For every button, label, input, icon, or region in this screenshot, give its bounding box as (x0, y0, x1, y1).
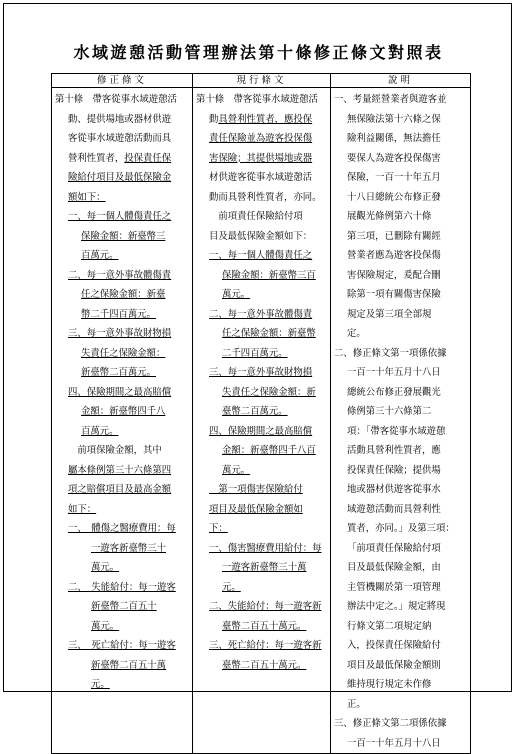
explanation-cell (331, 88, 471, 754)
current-line-text: 一遊客新臺幣三十萬 (222, 562, 307, 573)
explanation-line (334, 656, 467, 676)
header-explanation: 說明 (331, 74, 471, 88)
explanation-line-text: 行條文第二項規定納 (347, 620, 432, 632)
current-line-text: 臺幣二百五十萬元。 (222, 620, 307, 632)
content-row (52, 88, 471, 754)
current-line (196, 383, 327, 403)
current-line (196, 324, 327, 344)
amended-line-text: 一、每一個人體傷責任之 (68, 211, 172, 222)
current-line (196, 110, 327, 130)
explanation-line-text: 三、修正條文第二項係依據 (334, 718, 447, 729)
explanation-line-text: 目及最低保險金額，由 (347, 562, 441, 573)
explanation-line-text: 域遊憩活動而具營利性 (347, 503, 441, 515)
current-line (196, 519, 327, 539)
current-line-text: 任之保險金額：新臺幣 (222, 328, 316, 339)
document-title: 水域遊憩活動管理辦法第十條修正條文對照表 (73, 43, 444, 62)
explanation-line (334, 519, 467, 539)
amended-line-underlined: 投保責任保 (124, 152, 172, 164)
current-line (196, 227, 327, 247)
amended-line-text: 百萬元。 (81, 250, 119, 261)
amended-line (55, 168, 189, 188)
current-line (196, 207, 327, 227)
current-line-text: 前項責任保險給付項 (209, 211, 303, 222)
amended-line (55, 675, 189, 695)
current-line (196, 285, 327, 305)
amended-line (55, 207, 189, 227)
current-line (196, 129, 327, 149)
amended-line-text: 險給付項目及最低保險金 (68, 172, 172, 183)
header-row (52, 74, 471, 88)
explanation-line (334, 636, 467, 656)
current-line-text: 一、傷害醫療費用給付：每 (209, 542, 322, 554)
amended-line (55, 519, 189, 539)
explanation-line-text: 一百一十年五月十八日 (347, 737, 441, 749)
explanation-line (334, 285, 467, 305)
amended-line (55, 266, 189, 286)
amended-line (55, 90, 189, 110)
current-line-text: 三、死亡給付：每一遊客新 (209, 640, 322, 651)
amended-line (55, 656, 189, 676)
explanation-line (334, 480, 467, 500)
amended-line-text: 如下： (68, 503, 97, 515)
current-line (196, 90, 327, 110)
amended-line (55, 617, 189, 637)
explanation-line-text: 第三項，已刪除有關經 (347, 230, 441, 242)
explanation-line (334, 266, 467, 286)
amended-line-text: 前項保險金額，其中 (68, 445, 162, 456)
explanation-line (334, 344, 467, 364)
amended-line-text: 失責任之保險金額： (81, 347, 166, 359)
amended-line-text: 保險金額：新臺幣三 (81, 230, 166, 242)
explanation-line-text: 十八日總統公布修正發 (347, 191, 441, 203)
explanation-line-text: 害保險規定，爰配合刪 (347, 269, 441, 281)
amended-line (55, 500, 189, 520)
current-line (196, 500, 327, 520)
amended-line (55, 285, 189, 305)
current-line-text: 三、每一意外事故財物損 (209, 367, 313, 378)
explanation-line-text: 規定及第三項全部規 (347, 308, 432, 320)
amended-line (55, 422, 189, 442)
amended-line (55, 227, 189, 247)
explanation-line-text: 保險，一百一十年五月 (347, 172, 441, 183)
explanation-line (334, 734, 467, 754)
current-line (196, 441, 327, 461)
explanation-line-text: 一、考量經營業者與遊客並 (334, 94, 447, 105)
explanation-line-text: 總統公布修正發展觀光 (347, 386, 441, 398)
explanation-line (334, 695, 467, 715)
current-line (196, 363, 327, 383)
explanation-line (334, 305, 467, 325)
current-line (196, 266, 327, 286)
explanation-line-text: 地或器材供遊客從事水 (347, 484, 441, 495)
current-line-text: 四、保險期間之最高賠償 (209, 425, 313, 437)
current-line (196, 149, 327, 169)
current-line (196, 461, 327, 481)
current-line-text: 下： (209, 523, 228, 534)
amended-line (55, 402, 189, 422)
explanation-line (334, 246, 467, 266)
current-line-text: 第一項傷害保險給付 (209, 484, 303, 495)
amended-line (55, 149, 189, 169)
current-line-text: 失責任之保險金額：新 (222, 386, 316, 398)
explanation-line-text: 一百一十年五月十八日 (347, 367, 441, 378)
amended-line-text: 金額：新臺幣四千八 (81, 406, 166, 417)
explanation-line-text: 展觀光條例第六十條 (347, 211, 432, 222)
header-amended: 修正條文 (52, 74, 193, 88)
explanation-line (334, 714, 467, 734)
amended-line-text: 幣二千四百萬元。 (81, 308, 157, 320)
current-article-cell (193, 88, 331, 754)
comparison-table (51, 73, 471, 754)
explanation-line-text: 無保險法第十六條之保 (347, 113, 441, 125)
amended-line-text: 屬本條例第三十六條第四 (68, 464, 172, 476)
explanation-line (334, 188, 467, 208)
amended-line-text: 第十條 帶客從事水域遊憩活 (55, 94, 177, 105)
header-current: 現行條文 (193, 74, 331, 88)
amended-line-text: 百萬元。 (81, 425, 119, 437)
amended-line-text: 三、 死亡給付：每一遊客 (68, 640, 176, 651)
explanation-line (334, 402, 467, 422)
amended-line-text: 一、 體傷之醫療費用：每 (68, 523, 176, 534)
current-line (196, 305, 327, 325)
explanation-line (334, 597, 467, 617)
current-line (196, 422, 327, 442)
amended-line (55, 480, 189, 500)
current-line (196, 558, 327, 578)
current-line (196, 480, 327, 500)
amended-line (55, 344, 189, 364)
explanation-line (334, 149, 467, 169)
explanation-line-text: 定。 (347, 328, 366, 339)
current-line-text: 臺幣二百萬元。 (222, 406, 288, 417)
amended-line (55, 461, 189, 481)
amended-line (55, 597, 189, 617)
explanation-line (334, 363, 467, 383)
amended-line-text: 客從事水域遊憩活動而具 (68, 133, 172, 144)
explanation-line (334, 461, 467, 481)
current-line-text: 臺幣二百五十萬元。 (222, 659, 307, 671)
explanation-line (334, 675, 467, 695)
current-line-text: 二、每一意外事故體傷責 (209, 308, 313, 320)
current-line-text: 項目及最低保險金額如 (209, 503, 303, 515)
amended-line (55, 110, 189, 130)
explanation-line (334, 207, 467, 227)
explanation-line-text: 正。 (347, 698, 366, 710)
amended-line (55, 246, 189, 266)
current-line (196, 188, 327, 208)
explanation-line (334, 129, 467, 149)
explanation-line (334, 383, 467, 403)
explanation-line-text: 辦法中定之。」規定將現 (347, 601, 446, 612)
explanation-line-text: 維持現行規定未作修 (347, 679, 432, 690)
amended-line-text: 元。 (91, 679, 110, 690)
amended-line-text: 二、 失能給付：每一遊客 (68, 581, 176, 593)
current-line (196, 246, 327, 266)
explanation-line-text: 營業者應為遊客投保傷 (347, 250, 441, 261)
current-line-plain: 動 (209, 113, 219, 125)
explanation-line-text: 要保人為遊客投保傷害 (347, 152, 441, 164)
amended-line-text: 新臺幣二百五十 (91, 601, 157, 612)
explanation-line (334, 558, 467, 578)
current-line (196, 636, 327, 656)
amended-line-text: 四、保險期間之最高賠償 (68, 386, 172, 398)
amended-line-text: 二、每一意外事故體傷責 (68, 269, 172, 281)
current-line (196, 402, 327, 422)
current-line-text: 二千四百萬元。 (222, 347, 288, 359)
explanation-line-text: 除第一項有關傷害保險 (347, 289, 441, 300)
current-line-text: 責任保險並為遊客投保傷 (209, 133, 313, 144)
explanation-line-text: 入，投保責任保險給付 (347, 640, 441, 651)
amended-line-text: 三、每一意外事故財物損 (68, 328, 172, 339)
amended-line-text: 萬元。 (91, 620, 120, 632)
amended-line (55, 636, 189, 656)
explanation-line-text: 條例第三十六條第二 (347, 406, 432, 417)
current-line-text: 金額：新臺幣四千八百 (222, 445, 316, 456)
explanation-line (334, 578, 467, 598)
amended-line-text: 動、提供場地或器材供遊 (68, 113, 172, 125)
explanation-line-text: 投保責任保險；提供場 (347, 464, 441, 476)
current-line (196, 578, 327, 598)
explanation-line-text: 險利益關係，無法擔任 (347, 133, 441, 144)
explanation-line (334, 617, 467, 637)
explanation-line-text: 主管機關於第一項管理 (347, 581, 441, 593)
current-line-underlined: 害保險；其提供場地或器 (209, 152, 313, 164)
amended-article-cell (52, 88, 193, 754)
current-line-text: 動而具營利性質者，亦同。 (209, 191, 322, 203)
explanation-line (334, 422, 467, 442)
amended-line (55, 305, 189, 325)
explanation-line (334, 168, 467, 188)
current-line (196, 597, 327, 617)
explanation-line (334, 227, 467, 247)
explanation-line (334, 539, 467, 559)
current-line (196, 344, 327, 364)
amended-line (55, 539, 189, 559)
explanation-line (334, 90, 467, 110)
explanation-line (334, 500, 467, 520)
current-line-text: 一、每一個人體傷責任之 (209, 250, 313, 261)
current-line-text: 材供遊客從事水域遊憩活 (209, 172, 313, 183)
amended-line (55, 441, 189, 461)
explanation-line-text: 二、修正條文第一項係依據 (334, 347, 447, 359)
current-line-text: 萬元。 (222, 289, 251, 300)
amended-line (55, 383, 189, 403)
explanation-line-text: 質者，亦同。」及第三項： (347, 523, 455, 534)
amended-line-text: 新臺幣二百萬元。 (81, 367, 157, 378)
current-line-text: 保險金額：新臺幣三百 (222, 269, 316, 281)
amended-line-text: 任之保險金額：新臺 (81, 289, 166, 300)
amended-line-text: 新臺幣二百五十萬 (91, 659, 167, 671)
current-line (196, 168, 327, 188)
current-line (196, 656, 327, 676)
amended-line-text: 一遊客新臺幣三十 (91, 542, 167, 554)
amended-line (55, 578, 189, 598)
explanation-line-text: 項目及最低保險金額則 (347, 659, 441, 671)
amended-line (55, 324, 189, 344)
explanation-line-text: 「前項責任保險給付項 (347, 542, 441, 554)
current-line-text: 第十條 帶客從事水域遊憩活 (196, 94, 318, 105)
explanation-line (334, 324, 467, 344)
current-line-text: 元。 (222, 581, 241, 593)
current-line (196, 617, 327, 637)
amended-line-text: 額如下： (68, 191, 106, 203)
current-line (196, 539, 327, 559)
amended-line (55, 188, 189, 208)
amended-line-text: 項之賠償項目及最高金額 (68, 484, 172, 495)
amended-line-plain: 營利性質者， (68, 152, 125, 164)
amended-line (55, 558, 189, 578)
current-line-text: 二、失能給付：每一遊客新 (209, 601, 322, 612)
current-line-underlined: 具營利性質者，應投保 (218, 113, 313, 125)
explanation-line-text: 活動具營利性質者，應 (347, 445, 441, 456)
current-line-text: 萬元。 (222, 464, 251, 476)
amended-line-text: 萬元。 (91, 562, 120, 573)
current-line-text: 目及最低保險金額如下： (209, 230, 313, 242)
explanation-line (334, 110, 467, 130)
amended-line (55, 129, 189, 149)
explanation-line-text: 項：「帶客從事水域遊憩 (347, 425, 446, 437)
amended-line (55, 363, 189, 383)
explanation-line (334, 441, 467, 461)
